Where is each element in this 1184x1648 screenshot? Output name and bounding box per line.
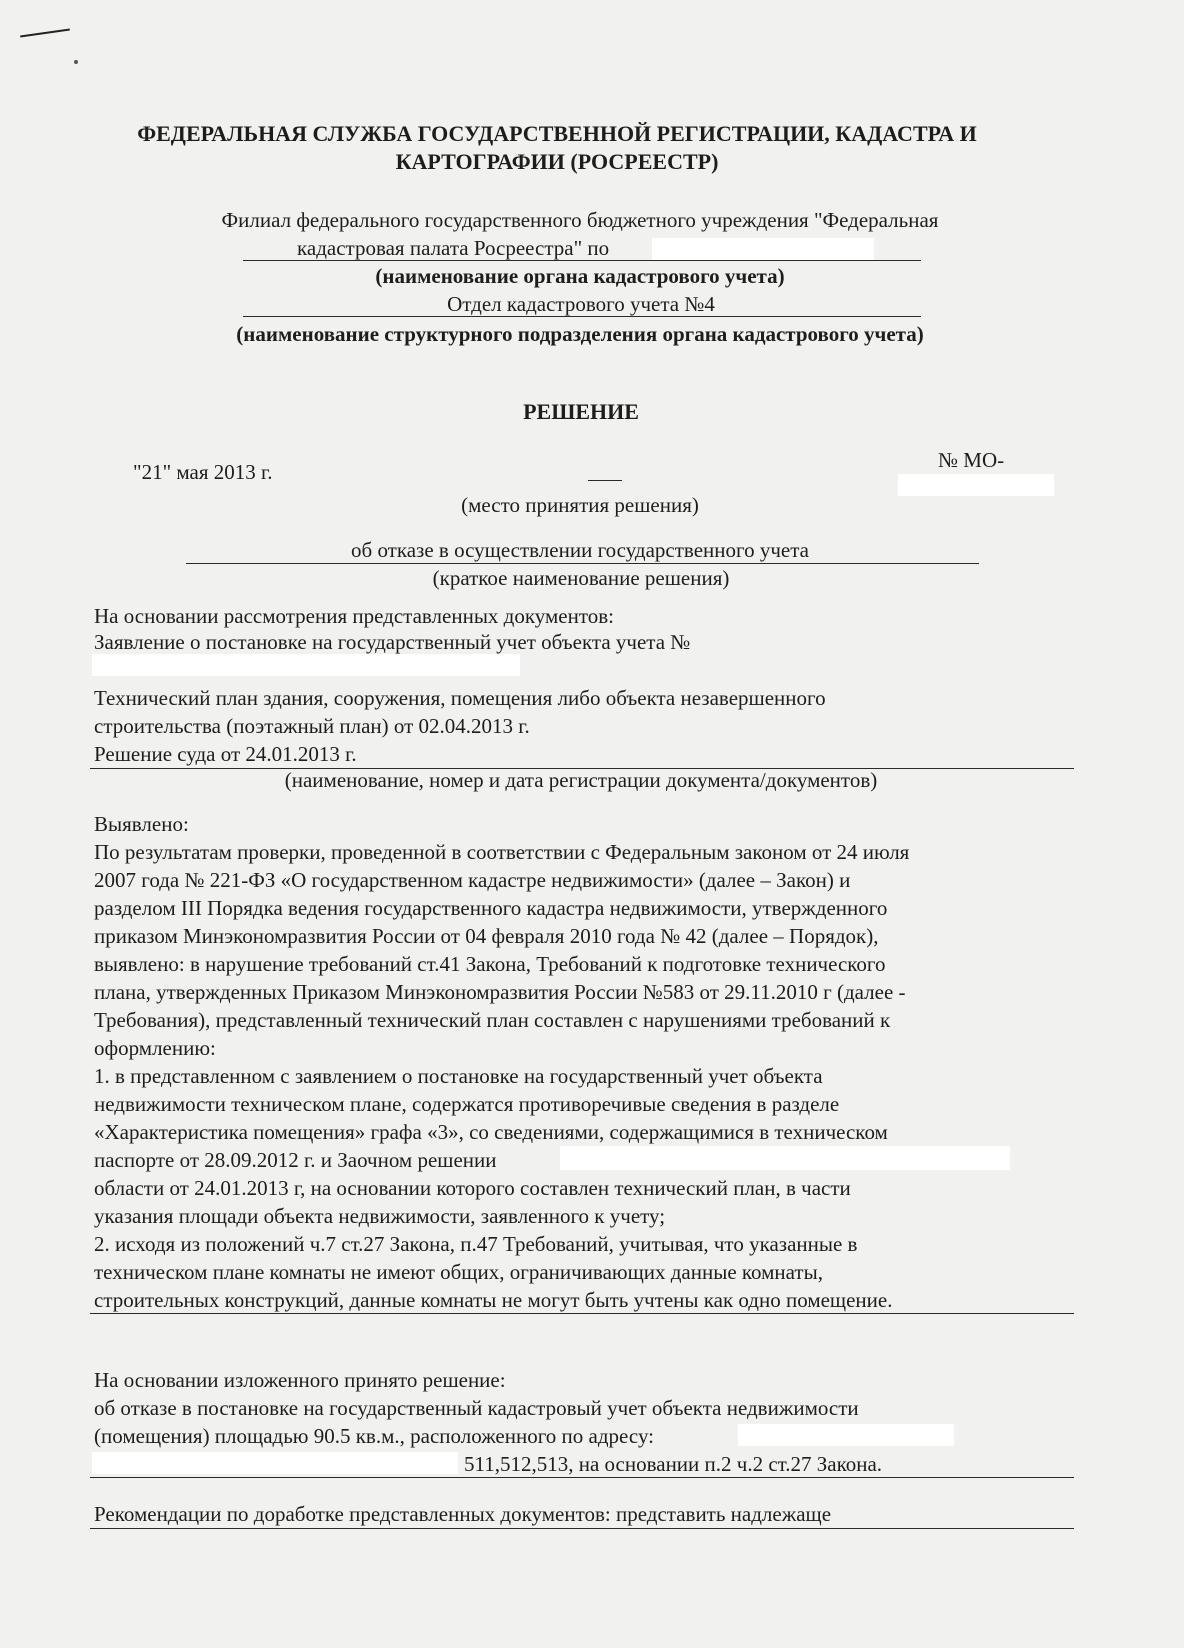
scan-mark (20, 29, 70, 38)
court-decision: Решение суда от 24.01.2013 г. (94, 742, 357, 766)
findings-line: 2007 года № 221-ФЗ «О государственном кадастре недвижимости» (далее – Закон) и (94, 868, 851, 892)
branch-line2: кадастровая палата Росреестра" по (297, 236, 610, 260)
decision-date: "21" мая 2013 г. (133, 460, 273, 484)
findings-line: 2. исходя из положений ч.7 ст.27 Закона, п.47 Требований, учитывая, что указанные в (94, 1232, 858, 1256)
findings-line: приказом Минэкономразвития России от 04 февраля 2010 года № 42 (далее – Порядок), (94, 924, 879, 948)
findings-line: техническом плане комнаты не имеют общих, ограничивающих данные комнаты, (94, 1260, 823, 1284)
resolution-line2: (помещения) площадью 90.5 кв.м., расположенного по адресу: (94, 1424, 654, 1448)
findings-line: разделом III Порядка ведения государственного кадастра недвижимости, утвержденного (94, 896, 888, 920)
application-document: Заявление о постановке на государственный учет объекта учета № (94, 630, 691, 654)
findings-line: плана, утвержденных Приказом Минэкономразвития России №583 от 29.11.2010 г (далее - (94, 980, 906, 1004)
documents-caption: (наименование, номер и дата регистрации документа/документов) (284, 768, 878, 792)
decision-number: № МО- (938, 448, 1005, 472)
resolution-intro: На основании изложенного принято решение: (94, 1368, 506, 1392)
recommendations-underline (90, 1528, 1074, 1529)
documents-intro: На основании рассмотрения представленных документов: (94, 604, 614, 628)
branch-line1: Филиал федерального государственного бюджетного учреждения "Федеральная (221, 208, 939, 232)
redacted-region (560, 1146, 1010, 1170)
department-underline (243, 316, 921, 317)
tech-plan-line2: строительства (поэтажный план) от 02.04.2013 г. (94, 714, 530, 738)
decision-title: РЕШЕНИЕ (523, 399, 639, 424)
tech-plan-line1: Технический план здания, сооружения, помещения либо объекта незавершенного (94, 686, 826, 710)
findings-line: 1. в представленном с заявлением о постановке на государственный учет объекта (94, 1064, 823, 1088)
scan-dot (74, 60, 78, 64)
findings-line: выявлено: в нарушение требований ст.41 Закона, Требований к подготовке технического (94, 952, 886, 976)
findings-line: области от 24.01.2013 г, на основании которого составлен технический план, в части (94, 1176, 851, 1200)
findings-line: паспорте от 28.09.2012 г. и Заочном решении (94, 1148, 497, 1172)
findings-label: Выявлено: (94, 812, 189, 836)
findings-line: Требования), представленный технический план составлен с нарушениями требований к (94, 1008, 891, 1032)
department-caption: (наименование структурного подразделения органа кадастрового учета) (236, 322, 924, 346)
redacted-region (738, 1424, 954, 1446)
redacted-region (92, 1452, 458, 1474)
findings-line: недвижимости техническом плане, содержатся противоречивые сведения в разделе (94, 1092, 840, 1116)
department-name: Отдел кадастрового учета №4 (447, 292, 715, 316)
resolution-underline (90, 1477, 1074, 1478)
place-short-line (588, 480, 622, 481)
decision-short-name: об отказе в осуществлении государственного учета (351, 538, 809, 562)
redacted-region (652, 238, 874, 260)
short-name-caption: (краткое наименование решения) (432, 566, 730, 590)
organ-underline (243, 260, 921, 261)
findings-underline (90, 1313, 1074, 1314)
findings-line: «Характеристика помещения» графа «3», со сведениями, содержащимися в техническом (94, 1120, 888, 1144)
findings-line: оформлению: (94, 1036, 216, 1060)
resolution-line3: 511,512,513, на основании п.2 ч.2 ст.27 Закона. (464, 1452, 883, 1476)
findings-line: По результатам проверки, проведенной в соответствии с Федеральным законом от 24 июля (94, 840, 910, 864)
agency-title-line2: КАРТОГРАФИИ (РОСРЕЕСТР) (395, 149, 719, 174)
findings-line: строительных конструкций, данные комнаты не могут быть учтены как одно помещение. (94, 1288, 893, 1312)
recommendations-text: Рекомендации по доработке представленных документов: представить надлежаще (94, 1502, 832, 1526)
resolution-line1: об отказе в постановке на государственный кадастровый учет объекта недвижимости (94, 1396, 859, 1420)
findings-line: указания площади объекта недвижимости, заявленного к учету; (94, 1204, 666, 1228)
redacted-region (92, 654, 520, 676)
place-caption: (место принятия решения) (461, 493, 699, 517)
organ-caption: (наименование органа кадастрового учета) (375, 264, 785, 288)
agency-title-line1: ФЕДЕРАЛЬНАЯ СЛУЖБА ГОСУДАРСТВЕННОЙ РЕГИСТРАЦИИ, КАДАСТРА И (137, 121, 977, 146)
